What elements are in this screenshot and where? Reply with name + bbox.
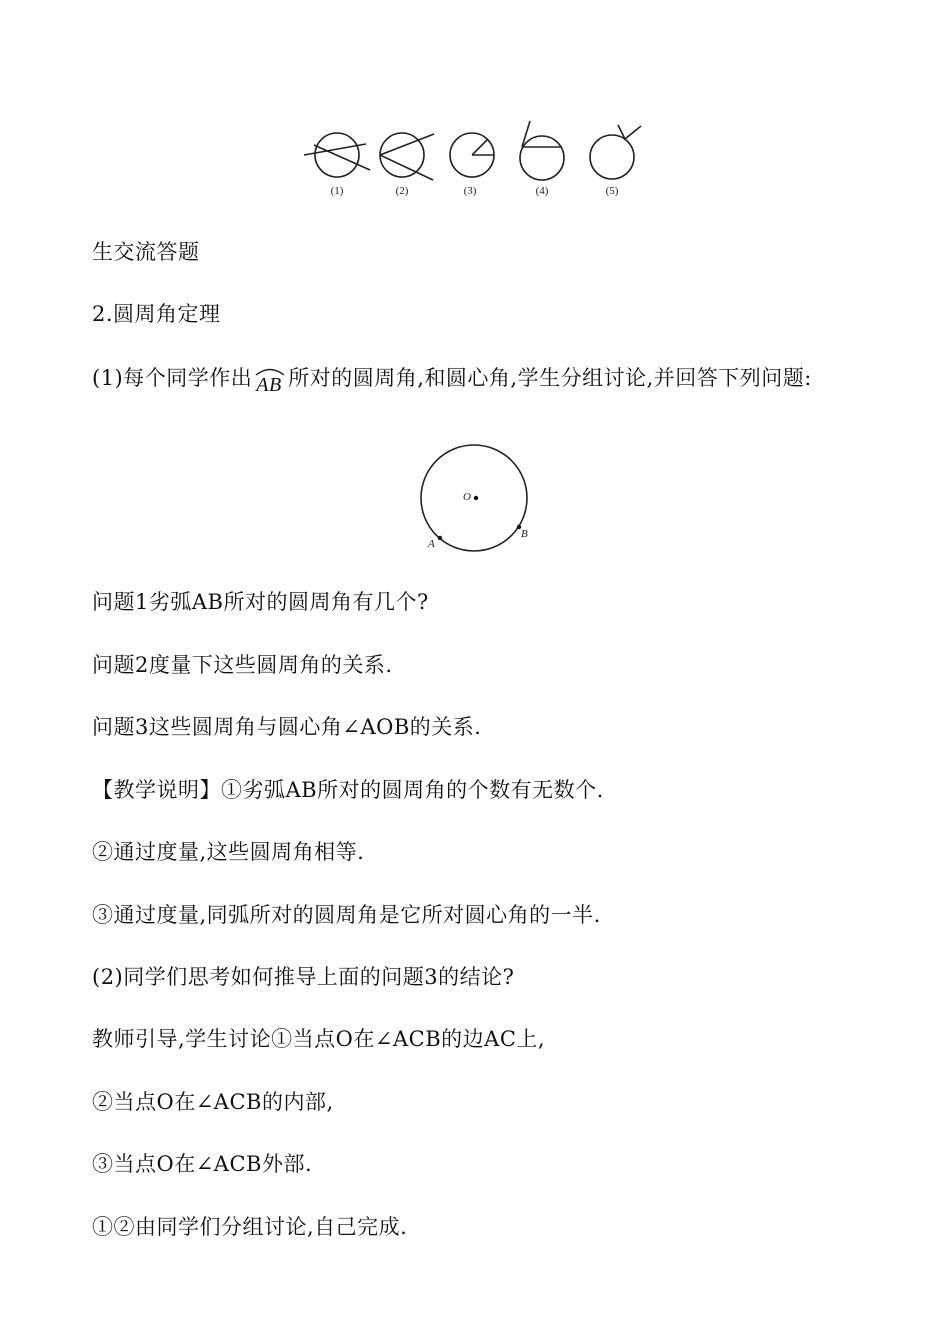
line3-suffix: 所对的圆周角,和圆心角,学生分组讨论,并回答下列问题: — [288, 366, 812, 390]
point-a — [438, 536, 442, 540]
text-line-9: ③通过度量,同弧所对的圆周角是它所对圆心角的一半. — [92, 903, 601, 927]
text-line-6: 问题3这些圆周角与圆心角∠AOB的关系. — [92, 715, 482, 739]
figure-label-5: (5) — [605, 185, 619, 197]
arc-ab-symbol — [252, 367, 288, 396]
angle-type-figures — [300, 118, 650, 202]
figure-5-circle — [590, 135, 634, 179]
center-point — [474, 496, 478, 500]
text-line-8: ②通过度量,这些圆周角相等. — [92, 840, 365, 864]
figure-label-1: (1) — [330, 185, 344, 197]
text-line-3 — [92, 366, 812, 396]
text-line-12: ②当点O在∠ACB的内部, — [92, 1090, 334, 1114]
label-b: B — [521, 528, 528, 540]
circle-o-figure — [415, 440, 540, 555]
text-line-14: ①②由同学们分组讨论,自己完成. — [92, 1215, 408, 1239]
text-line-2: 2.圆周角定理 — [92, 302, 221, 326]
text-line-13: ③当点O在∠ACB外部. — [92, 1152, 313, 1176]
figure-3-line-a — [472, 139, 488, 155]
arc-ab-text: AB — [256, 374, 282, 396]
label-a: A — [428, 538, 435, 550]
label-o: O — [463, 491, 471, 503]
figure-label-3: (3) — [463, 185, 477, 197]
text-line-5: 问题2度量下这些圆周角的关系. — [92, 653, 393, 677]
figure-4-circle — [520, 136, 564, 180]
text-line-1: 生交流答题 — [92, 240, 200, 264]
text-line-10: (2)同学们思考如何推导上面的问题3的结论? — [92, 965, 515, 989]
text-line-11: 教师引导,学生讨论①当点O在∠ACB的边AC上, — [92, 1027, 546, 1051]
figure-5-line-a — [625, 126, 641, 139]
figure-label-4: (4) — [535, 185, 549, 197]
figure-label-2: (2) — [395, 185, 409, 197]
line3-prefix: (1)每个同学作出 — [92, 366, 253, 390]
text-line-4: 问题1劣弧AB所对的圆周角有几个? — [92, 590, 429, 614]
figure-1-line-a — [304, 144, 366, 155]
text-line-7: 【教学说明】①劣弧AB所对的圆周角的个数有无数个. — [92, 778, 604, 802]
